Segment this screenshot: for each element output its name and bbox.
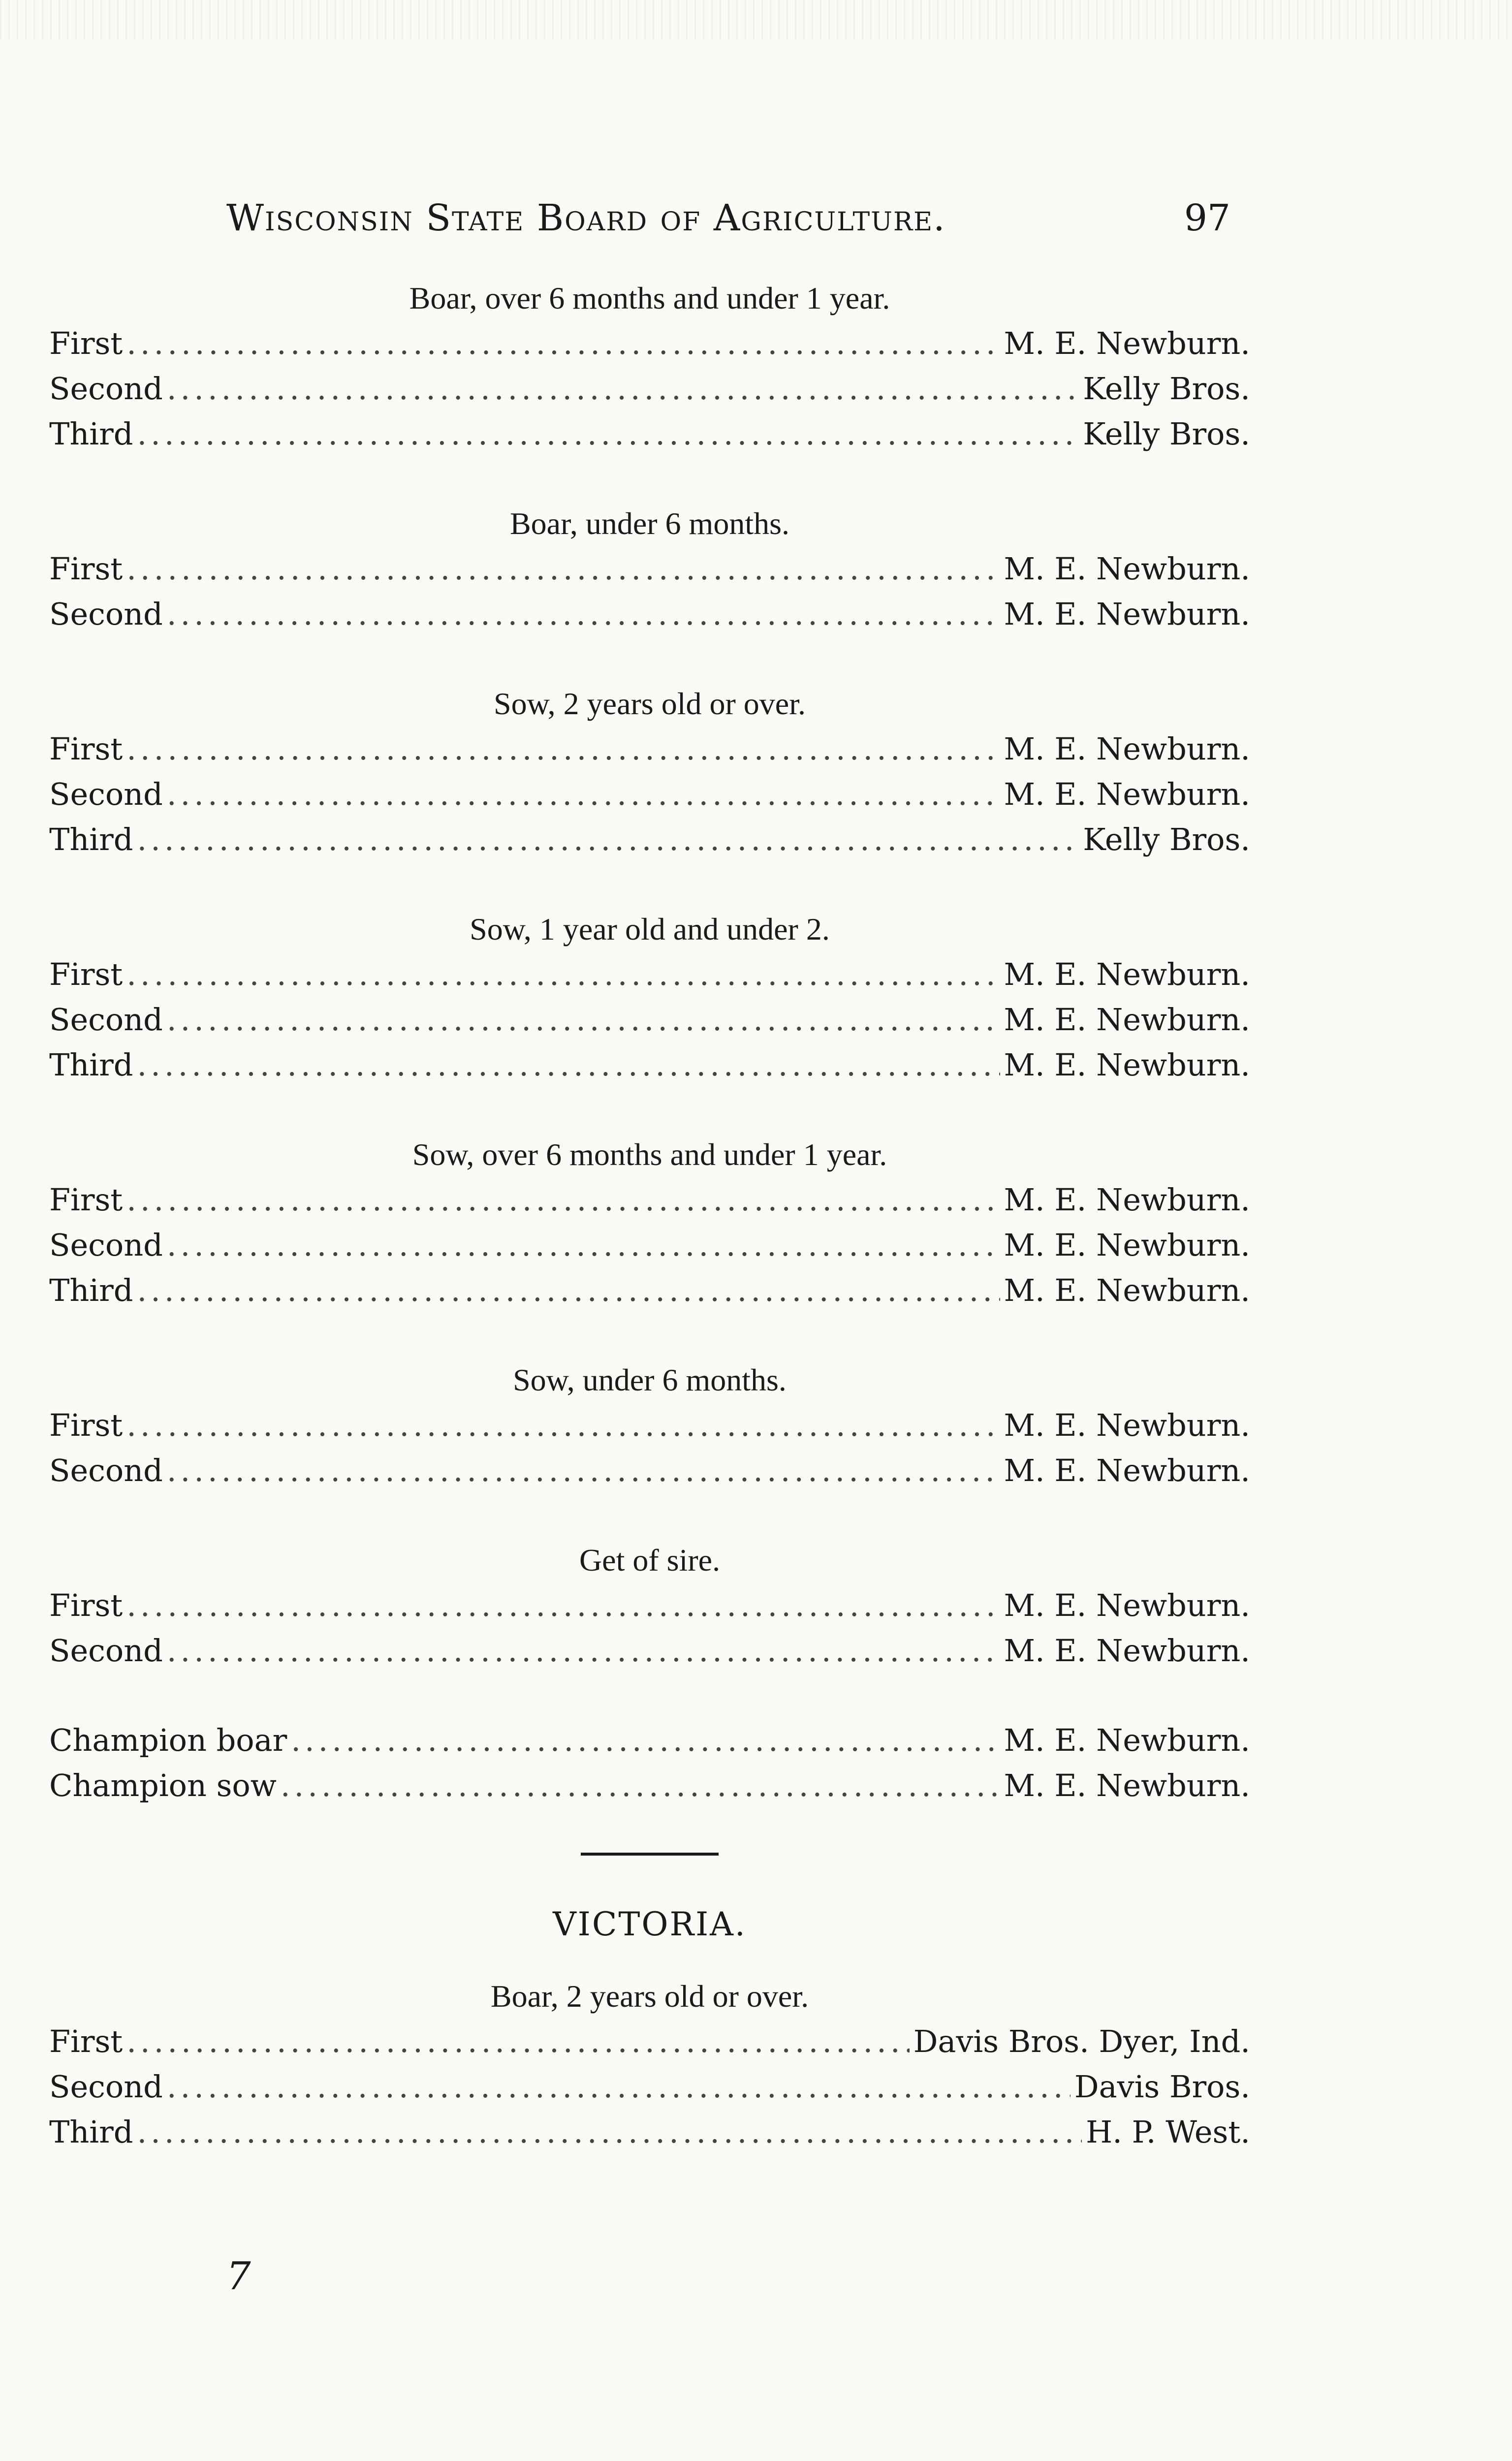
dot-leader [137, 1268, 1000, 1313]
award-winner: M. E. Newburn. [1004, 1272, 1250, 1308]
dot-leader [167, 366, 1079, 411]
award-winner: H. P. West. [1086, 2114, 1250, 2150]
award-row [49, 2110, 1250, 2155]
dot-leader [126, 546, 1000, 592]
spacer [49, 1856, 1250, 1900]
dot-leader [167, 772, 1000, 817]
award-winner: M. E. Newburn. [1004, 1452, 1250, 1488]
dot-leader [281, 1763, 1000, 1808]
spacer [49, 1949, 1250, 1974]
spacer [49, 637, 1250, 681]
spacer [49, 457, 1250, 501]
results-list [49, 276, 1250, 2155]
award-row [49, 1042, 1250, 1088]
award-winner: Davis Bros. Dyer, Ind. [913, 2023, 1250, 2059]
award-place: Third [49, 1047, 133, 1083]
award-row [49, 366, 1250, 411]
award-place: Second [49, 1002, 163, 1038]
award-row [49, 1583, 1250, 1628]
signature-mark: 7 [226, 2254, 251, 2299]
award-row [49, 1268, 1250, 1313]
award-place: Second [49, 596, 163, 632]
award-row [49, 1718, 1250, 1763]
award-row [49, 1403, 1250, 1448]
spacer [49, 1493, 1250, 1538]
class-heading: Sow, under 6 months. [513, 1362, 787, 1397]
class-heading: Sow, 2 years old or over. [494, 686, 806, 721]
award-winner: M. E. Newburn. [1004, 551, 1250, 587]
award-winner: M. E. Newburn. [1004, 1407, 1250, 1443]
award-place: Champion boar [49, 1722, 287, 1758]
award-row [49, 1448, 1250, 1493]
award-winner: Davis Bros. [1074, 2069, 1250, 2105]
award-place: Champion sow [49, 1767, 277, 1803]
award-place: First [49, 1182, 123, 1218]
award-winner: Kelly Bros. [1083, 821, 1250, 857]
award-winner: M. E. Newburn. [1004, 1182, 1250, 1218]
award-winner: M. E. Newburn. [1004, 325, 1250, 361]
award-row [49, 1223, 1250, 1268]
dot-leader [137, 411, 1079, 457]
award-place: Second [49, 776, 163, 812]
champions-section [49, 1718, 1250, 1808]
award-row [49, 726, 1250, 772]
dot-leader [137, 2110, 1082, 2155]
award-row [49, 997, 1250, 1042]
running-title: Wisconsin State Board of Agriculture. [226, 197, 946, 239]
class-section [49, 276, 1250, 457]
award-place: Second [49, 1227, 163, 1263]
award-place: Second [49, 2069, 163, 2105]
dot-leader [137, 1042, 1000, 1088]
dot-leader [126, 1403, 1000, 1448]
award-winner: M. E. Newburn. [1004, 1002, 1250, 1038]
dot-leader [126, 1583, 1000, 1628]
award-place: First [49, 2023, 123, 2059]
page-header [226, 197, 1230, 251]
award-place: First [49, 1407, 123, 1443]
award-row [49, 772, 1250, 817]
award-winner: M. E. Newburn. [1004, 596, 1250, 632]
class-section [49, 1538, 1250, 1673]
award-winner: M. E. Newburn. [1004, 1722, 1250, 1758]
award-place: First [49, 731, 123, 767]
dot-leader [167, 1223, 1000, 1268]
award-winner: Kelly Bros. [1083, 416, 1250, 452]
class-section [49, 681, 1250, 862]
dot-leader [137, 817, 1079, 862]
dot-leader [126, 321, 1000, 366]
award-row [49, 1628, 1250, 1673]
dot-leader [126, 2019, 909, 2064]
award-place: Second [49, 371, 163, 407]
award-place: First [49, 325, 123, 361]
dot-leader [167, 592, 1000, 637]
dot-leader [291, 1718, 1000, 1763]
spacer [49, 1088, 1250, 1132]
award-row [49, 592, 1250, 637]
award-row [49, 1177, 1250, 1223]
award-row [49, 546, 1250, 592]
dot-leader [167, 997, 1000, 1042]
section-title: VICTORIA. [553, 1905, 747, 1943]
award-place: Third [49, 416, 133, 452]
award-winner: M. E. Newburn. [1004, 956, 1250, 992]
spacer [49, 1673, 1250, 1718]
class-heading: Sow, 1 year old and under 2. [470, 912, 830, 947]
award-place: Second [49, 1452, 163, 1488]
award-place: First [49, 956, 123, 992]
class-section [49, 501, 1250, 637]
spacer [49, 862, 1250, 907]
page-number: 97 [1184, 197, 1230, 239]
award-place: First [49, 1587, 123, 1623]
award-row [49, 2019, 1250, 2064]
class-section [49, 1132, 1250, 1313]
spacer [49, 1808, 1250, 1853]
class-heading: Boar, 2 years old or over. [490, 1979, 809, 2014]
class-section [49, 907, 1250, 1088]
award-winner: M. E. Newburn. [1004, 1587, 1250, 1623]
award-row [49, 2064, 1250, 2110]
award-winner: M. E. Newburn. [1004, 1047, 1250, 1083]
award-row [49, 411, 1250, 457]
award-row [49, 952, 1250, 997]
award-row [49, 817, 1250, 862]
dot-leader [167, 2064, 1071, 2110]
award-winner: M. E. Newburn. [1004, 1227, 1250, 1263]
award-winner: M. E. Newburn. [1004, 731, 1250, 767]
class-heading: Boar, under 6 months. [509, 506, 790, 541]
dot-leader [167, 1628, 1000, 1673]
award-place: Third [49, 2114, 133, 2150]
award-winner: M. E. Newburn. [1004, 776, 1250, 812]
award-place: First [49, 551, 123, 587]
award-row [49, 1763, 1250, 1808]
class-section [49, 1357, 1250, 1493]
dot-leader [126, 726, 1000, 772]
spacer [49, 1313, 1250, 1357]
award-place: Second [49, 1633, 163, 1669]
award-row [49, 321, 1250, 366]
award-winner: M. E. Newburn. [1004, 1633, 1250, 1669]
victoria-section [49, 1900, 1250, 2155]
award-place: Third [49, 821, 133, 857]
award-place: Third [49, 1272, 133, 1308]
dot-leader [126, 952, 1000, 997]
scan-noise [0, 0, 1512, 39]
class-heading: Boar, over 6 months and under 1 year. [409, 281, 890, 316]
class-heading: Get of sire. [579, 1543, 721, 1578]
dot-leader [167, 1448, 1000, 1493]
award-winner: Kelly Bros. [1083, 371, 1250, 407]
class-heading: Sow, over 6 months and under 1 year. [412, 1137, 887, 1172]
dot-leader [126, 1177, 1000, 1223]
award-winner: M. E. Newburn. [1004, 1767, 1250, 1803]
